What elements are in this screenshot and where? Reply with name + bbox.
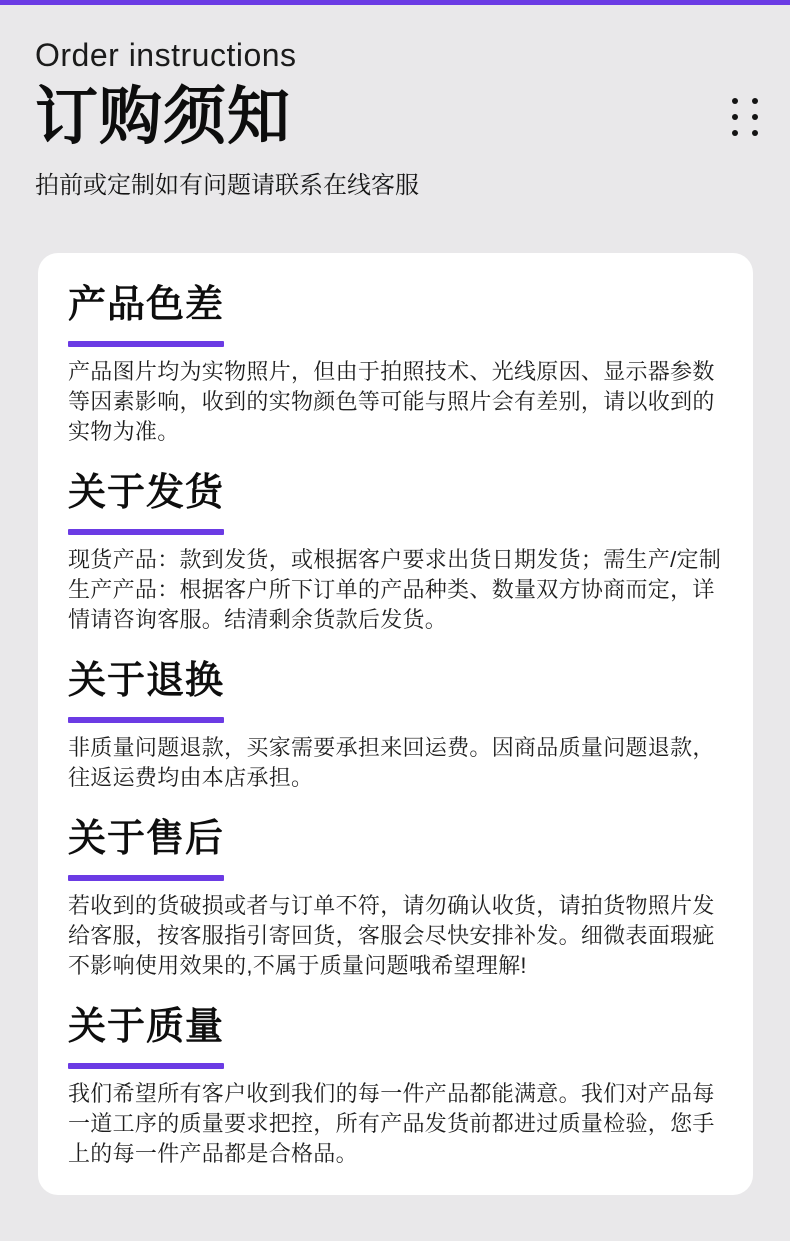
heading-underline xyxy=(68,1063,224,1069)
heading-underline xyxy=(68,875,224,881)
header-subtitle: 拍前或定制如有问题请联系在线客服 xyxy=(35,172,419,199)
dot xyxy=(732,114,738,120)
section-body: 现货产品：款到发货，或根据客户要求出货日期发货；需生产/定制生产产品：根据客户所下订单的产品种类、数量双方协商而定，详情请咨询客服。结清剩余货款后发货。 xyxy=(68,547,722,632)
heading-underline xyxy=(68,717,224,723)
section-heading: 关于退换 xyxy=(68,660,225,702)
page-title: 订购须知 xyxy=(35,82,291,152)
section-quality xyxy=(68,1005,723,1169)
section-color-difference xyxy=(68,283,723,447)
header-eyebrow: Order instructions xyxy=(35,37,297,73)
section-body: 若收到的货破损或者与订单不符，请勿确认收货，请拍货物照片发给客服，按客服指引寄回货，客服会尽快安排补发。细微表面瑕疵不影响使用效果的,不属于质量问题哦希望理解! xyxy=(68,893,715,978)
dot xyxy=(752,114,758,120)
dot xyxy=(732,130,738,136)
title-row xyxy=(35,82,760,152)
section-aftersales xyxy=(68,817,723,981)
section-shipping xyxy=(68,471,723,635)
section-body: 我们希望所有客户收到我们的每一件产品都能满意。我们对产品每一道工序的质量要求把控，所有产品发货前都进过质量检验，您手上的每一件产品都是合格品。 xyxy=(68,1081,715,1166)
page-header xyxy=(0,5,790,203)
section-returns xyxy=(68,659,723,793)
dot xyxy=(732,98,738,104)
section-heading: 产品色差 xyxy=(68,284,225,326)
dot xyxy=(752,98,758,104)
section-heading: 关于质量 xyxy=(68,1006,225,1048)
heading-underline xyxy=(68,341,224,347)
section-body: 非质量问题退款，买家需要承担来回运费。因商品质量问题退款，往返运费均由本店承担。 xyxy=(68,735,715,790)
heading-underline xyxy=(68,529,224,535)
grid-dots-icon xyxy=(732,98,758,136)
instructions-card xyxy=(38,253,753,1195)
section-heading: 关于售后 xyxy=(68,818,225,860)
dot xyxy=(752,130,758,136)
section-body: 产品图片均为实物照片，但由于拍照技术、光线原因、显示器参数等因素影响，收到的实物颜色等可能与照片会有差别，请以收到的实物为准。 xyxy=(68,359,715,444)
section-heading: 关于发货 xyxy=(68,472,225,514)
